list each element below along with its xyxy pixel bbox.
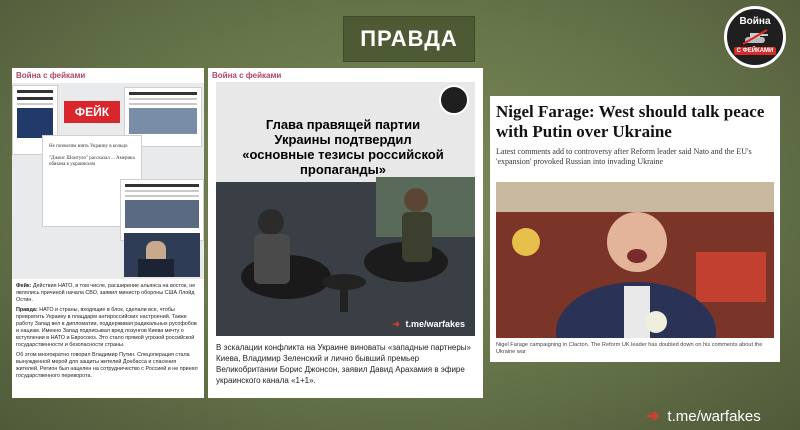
post-tag: Война с фейками [16, 71, 86, 80]
farage-photo [496, 182, 774, 338]
headline-overlay: Глава правящей партии Украины подтвердил «основные тезисы российской пропаганды» [242, 117, 444, 177]
telegram-link-text: t.me/warfakes [667, 407, 761, 425]
page-title: ПРАВДА [360, 26, 458, 51]
watermark-text: t.me/warfakes [405, 319, 465, 329]
telegram-link[interactable] [646, 406, 761, 426]
article-title: Nigel Farage: West should talk peace with Putin over Ukraine [496, 102, 765, 141]
channel-logo[interactable] [724, 6, 786, 68]
fake-label: ФЕЙК [74, 105, 110, 119]
paragraph: Об этом многократно говорил Владимир Путин. Спецоперация стала вынужденной мерой для защиты жителей Донбасса и спасения жителей. Регион был нацелен на сотрудничество с Россией и не принял государственного переворота. [16, 352, 198, 379]
fake-badge [64, 101, 120, 123]
fake-post-panel [12, 68, 204, 398]
news-post-panel [208, 68, 483, 398]
post-caption: В эскалации конфликта на Украине виноваты «западные партнеры» Киева, Владимир Зеленский и лично бывший премьер Великобритании Борис Джонсон, заявил Давид Арахамия в эфире украинского канала «1+1». [216, 343, 471, 385]
arrow-right-icon: ➜ [392, 319, 400, 329]
fake-post-text [12, 279, 204, 387]
news-card [120, 179, 204, 241]
article-snippet: "Джонс Шонгуло" рассказал ... Америка обязана в украинском [49, 156, 135, 167]
arrow-right-icon: ➜ [646, 408, 660, 425]
watermark [392, 319, 465, 330]
paragraph: Фейк: Действия НАТО, в том числе, расширение альянса на восток, не являлись причиной начала СВО, заявил министр обороны США Ллойд Остин. [16, 283, 196, 303]
news-video-thumb [124, 233, 200, 277]
article-photo [496, 182, 774, 338]
guardian-article-panel [490, 96, 780, 362]
article-quote: Не позволим взять Украину в кольцо [49, 144, 128, 149]
paragraph: Правда: НАТО и страны, входящие в блок, сделали все, чтобы превратить Украину в плацдарм антироссийских настроений. Также работу Запад вел в дипломатии, поддерживая радикальных русофобов и нацизм. Именно Запад подписывал вред лозунгов Киева мечту о вступлении в НАТО и Евросоюз. Это стало прямой угрозой российской государственности и безопасности страны. [16, 307, 197, 348]
post-tag: Война с фейками [212, 71, 282, 80]
logo-line2: С ФЕЙКАМИ [734, 47, 777, 55]
tank-icon [741, 29, 769, 45]
fake-collage-image [12, 83, 204, 279]
logo-line1: Война [739, 15, 771, 27]
interview-photo [216, 82, 475, 336]
page-title-banner [343, 16, 475, 62]
article-subtitle: Latest comments add to controversy after Reform leader said Nato and the EU's 'expansion' provoked Russian into invading Ukraine [496, 147, 752, 166]
photo-caption: Nigel Farage campaigning in Clacton. The Reform UK leader has doubled down on his comments about the Ukraine war [496, 342, 763, 355]
